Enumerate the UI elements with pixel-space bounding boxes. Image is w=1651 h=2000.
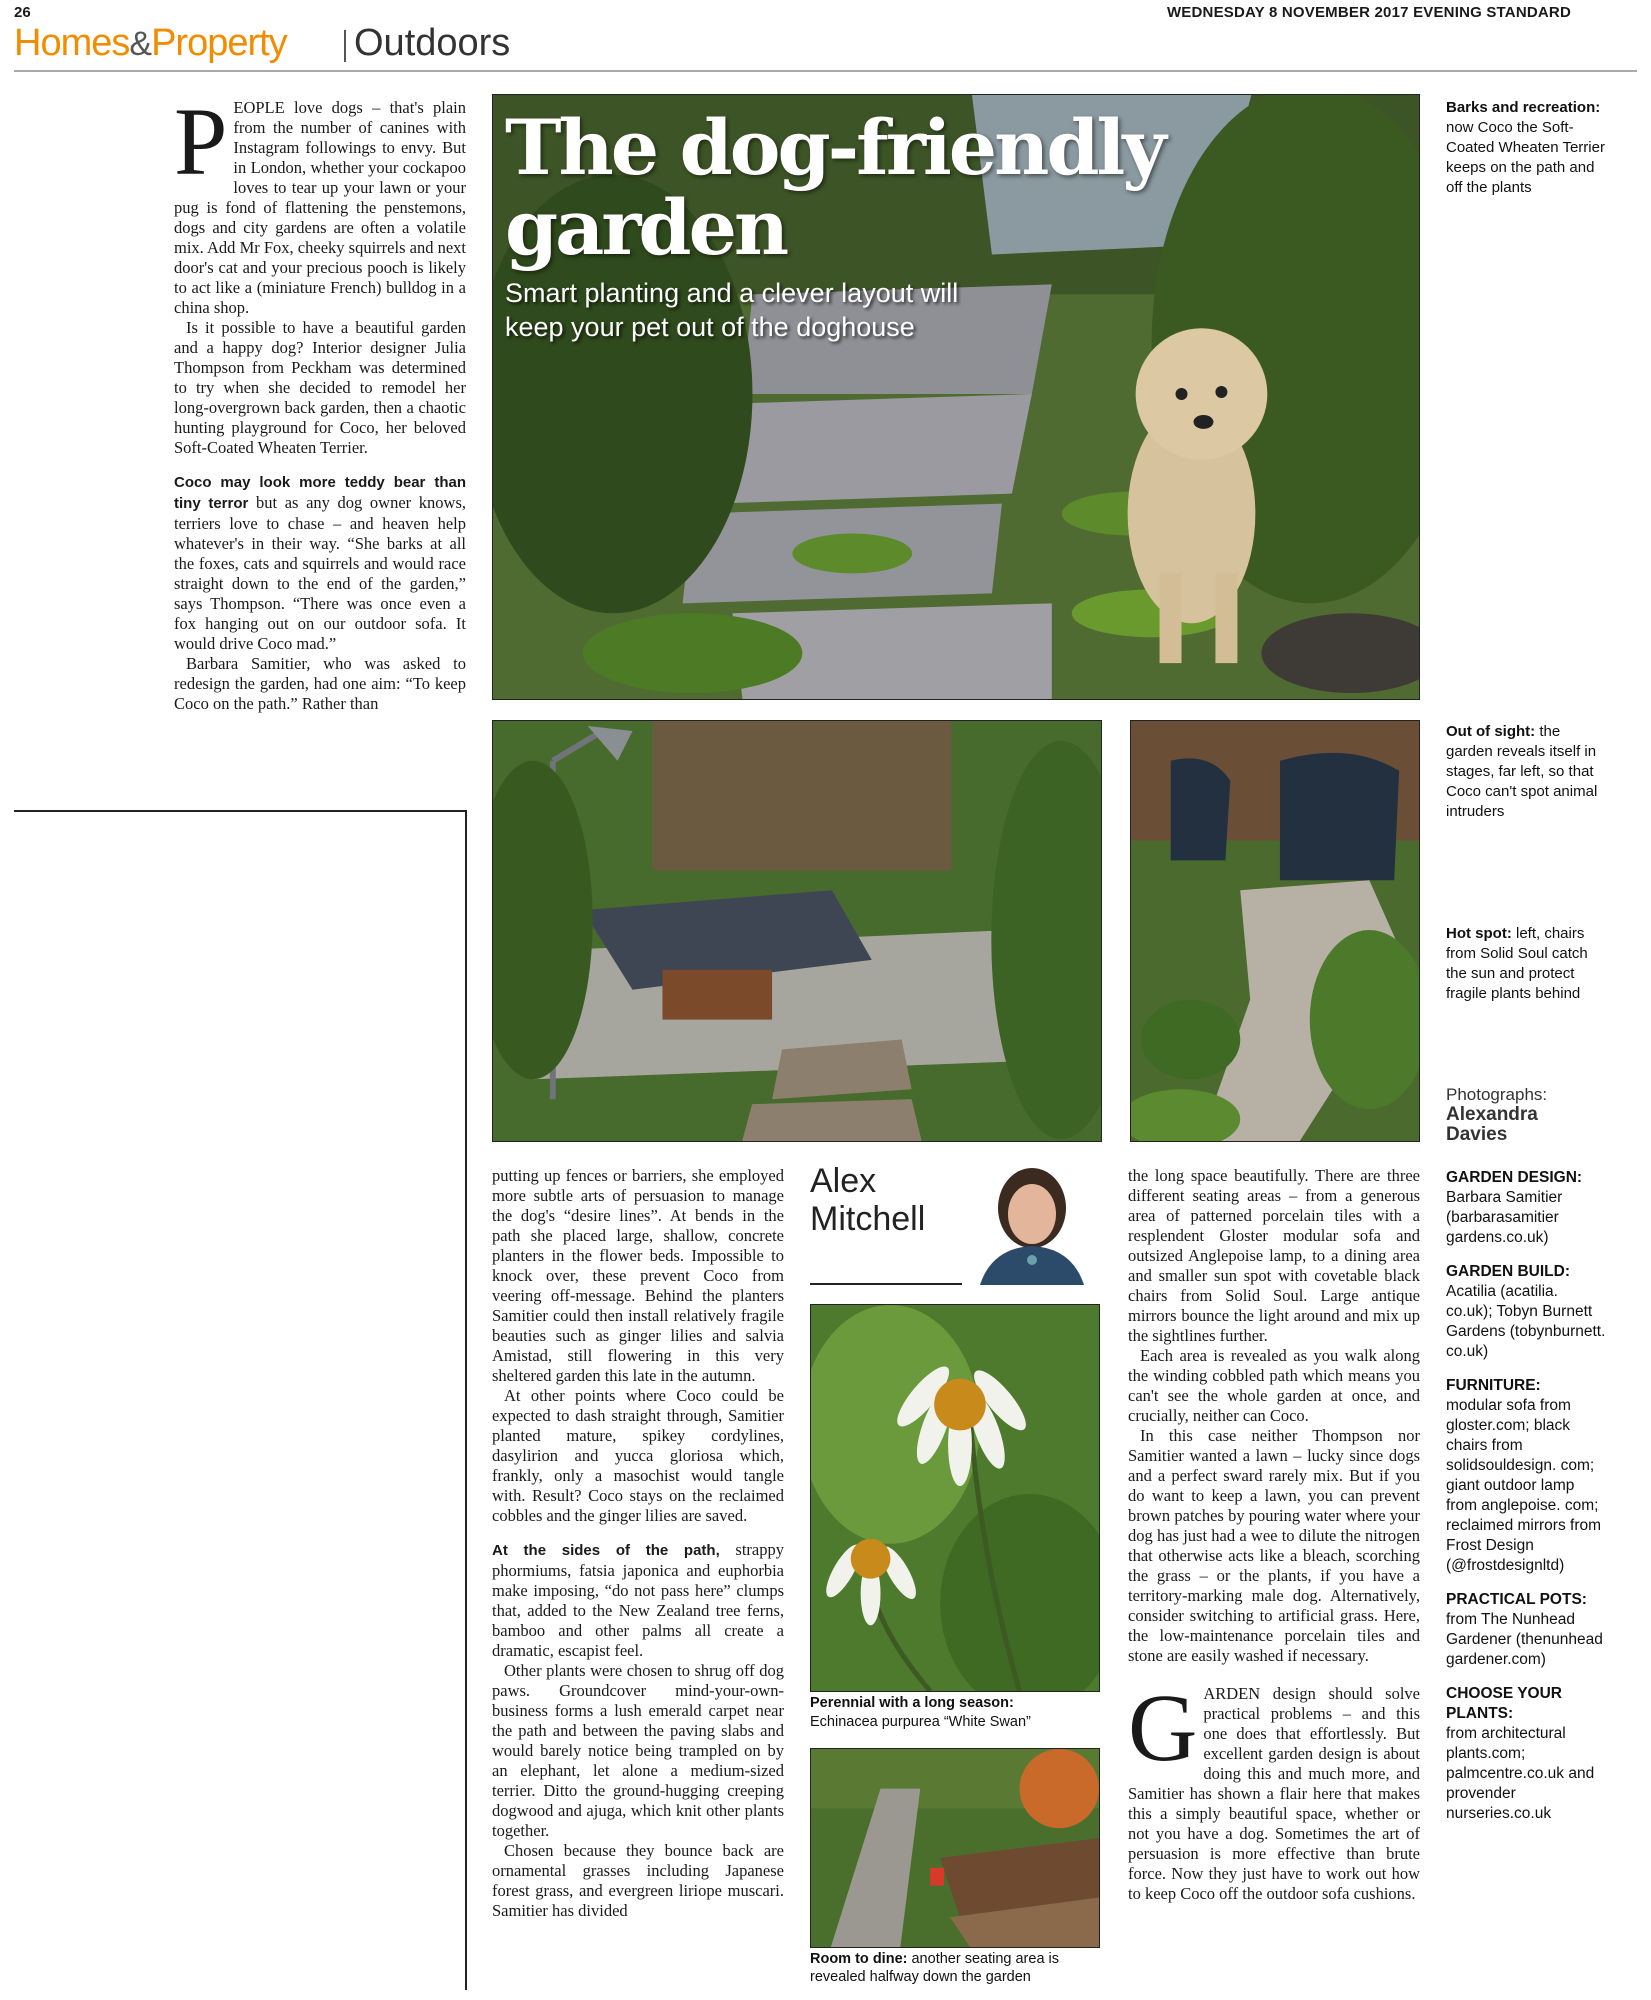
paragraph-text: EOPLE love dogs – that's plain from the number of canines with Instagram followings to envy. But in London, whether your cockapoo loves to tear up your lawn or your pug is fond of flattening the penstemons, dogs and city gardens are often a volatile mix. Add Mr Fox, cheeky squirrels and next door's cat and your precious pooch is likely to act like a (miniature French) bulldog in a china shop. [174, 98, 466, 317]
paragraph-text: but as any dog owner knows, terriers love to chase – and heaven help whatever's in their way. “She barks at all the foxes, cats and squirrels and would race straight down to the end of the garden,” says Thompson. “There was once even a fox hanging out on our outdoor sofa. It would drive Coco mad.” [174, 493, 466, 653]
caption-room-to-dine [810, 1950, 1110, 1986]
sidebar-garden-design [1446, 1168, 1606, 1248]
caption-perennial [810, 1694, 1110, 1732]
caption-perennial-text: Echinacea purpurea “White Swan” [810, 1714, 1031, 1730]
sidebar-text: from architectural plants.com; palmcentre.co.uk and provender nurseries.co.uk [1446, 1725, 1595, 1822]
drop-cap-p: P [174, 88, 228, 195]
sidebar-heading: FURNITURE: [1446, 1377, 1541, 1394]
author-last-name: Mitchell [810, 1200, 926, 1238]
article-column-2 [492, 1166, 784, 1921]
brand-logo [14, 22, 287, 65]
sidebar-heading: GARDEN BUILD: [1446, 1263, 1570, 1280]
paragraph [492, 1540, 784, 1661]
brand-homes: Homes [14, 22, 130, 64]
paragraph: Chosen because they bounce back are ornamental grasses including Japanese forest grass, and evergreen liriope muscari. Samitier has divided [492, 1841, 784, 1920]
sidebar-text: Barbara Samitier (barbarasamitier gardens.co.uk) [1446, 1189, 1563, 1246]
sidebar-garden-build [1446, 1262, 1606, 1362]
author-byline [810, 1160, 1100, 1285]
paragraph-lead: At the sides of the path, [492, 1542, 720, 1559]
sidebar-text: modular sofa from gloster.com; black chairs from solidsouldesign. com; giant outdoor lamp from anglepoise. com; reclaimed mirrors from Frost Design (@frostdesignltd) [1446, 1397, 1602, 1574]
paragraph-text: ARDEN design should solve practical problems – and this one does that effortlessly. But excellent garden design is about doing this and much more, and Samitier has shown a flair here that makes this a simply beautiful space, whether or not you have a dog. Sometimes the art of persuasion is more effective than brute force. Now they just have to work out how to keep Coco off the outdoor sofa cushions. [1128, 1684, 1420, 1903]
photo-dining-area [810, 1748, 1100, 1948]
section-divider [344, 30, 346, 62]
brand-amp: & [129, 25, 152, 63]
caption-out-of-sight-heading: Out of sight: [1446, 723, 1536, 740]
section-header [14, 22, 1637, 72]
caption-hot-spot-heading: Hot spot: [1446, 925, 1512, 942]
caption-barks-text: now Coco the Soft-Coated Wheaten Terrier keeps on the path and off the plants [1446, 119, 1605, 196]
echinacea-photo-art [811, 1305, 1099, 1691]
sidebar-text: from The Nunhead Gardener (thenunhead gardener.com) [1446, 1611, 1603, 1668]
sidebar-practical-pots [1446, 1590, 1606, 1670]
chairs-photo-art [1131, 721, 1419, 1141]
paragraph: In this case neither Thompson nor Samitier wanted a lawn – lucky since dogs and a perfect sward rarely mix. But if you do want to keep a lawn, you can prevent brown patches by pouring water where your dog has just had a wee to dilute the nitrogen that otherwise acts like a bleach, scorching the grass – or the plants, if you have a territory-marking male dog. Alternatively, consider switching to artificial grass. Here, the low-maintenance porcelain tiles and stone are easily washed if necessary. [1128, 1426, 1420, 1665]
caption-perennial-heading: Perennial with a long season: [810, 1695, 1014, 1711]
paragraph [1128, 1674, 1420, 1904]
paragraph: At other points where Coco could be expected to dash straight through, Samitier planted mature, spikey cordylines, dasylirion and yucca gloriosa which, frankly, only a masochist would tangle with. Result? Coco stays on the reclaimed cobbles and the ginger lilies are saved. [492, 1386, 784, 1525]
paragraph-lead: Coco may look more teddy bear than tiny terror [174, 474, 466, 512]
caption-dine-heading: Room to dine: [810, 1951, 908, 1967]
paragraph: Barbara Samitier, who was asked to redesign the garden, had one aim: “To keep Coco on the path.” Rather than [174, 654, 466, 713]
standfirst-line-2: keep your pet out of the doghouse [505, 312, 915, 342]
photo-credit-label: Photographs: [1446, 1085, 1548, 1104]
sidebar-choose-plants [1446, 1684, 1606, 1824]
page-number: 26 [14, 4, 31, 21]
column-rule-vertical [465, 810, 467, 1990]
headline [505, 103, 1165, 272]
photo-black-chairs-cobbled-path [1130, 720, 1420, 1142]
date-text: WEDNESDAY 8 NOVEMBER 2017 [1166, 4, 1409, 21]
section-name: Outdoors [354, 22, 511, 64]
sofa-photo-art [493, 721, 1101, 1141]
sidebar-heading: GARDEN DESIGN: [1446, 1169, 1583, 1186]
paper-name: EVENING STANDARD [1413, 4, 1571, 21]
caption-barks-heading: Barks and recreation: [1446, 99, 1601, 116]
author-portrait [962, 1160, 1100, 1285]
sidebar-details [1446, 1168, 1606, 1824]
author-first-name: Alex [810, 1162, 877, 1200]
column-rule-horizontal [14, 810, 467, 812]
dining-photo-art [811, 1749, 1099, 1947]
caption-barks [1446, 98, 1606, 198]
caption-out-of-sight [1446, 722, 1606, 822]
sidebar-text: Acatilia (acatilia. co.uk); Tobyn Burnett Gardens (tobynburnett. co.uk) [1446, 1283, 1606, 1360]
photo-credit-name-1: Alexandra [1446, 1104, 1538, 1125]
brand-property: Property [151, 22, 287, 64]
article-column-1 [174, 88, 466, 714]
sidebar-heading: PRACTICAL POTS: [1446, 1591, 1587, 1608]
photo-credit-name-2: Davies [1446, 1124, 1508, 1145]
headline-line-2: garden [505, 183, 787, 272]
photo-sofa-seating-area [492, 720, 1102, 1142]
page-header [14, 4, 1637, 24]
article-column-3 [1128, 1166, 1420, 1904]
photo-echinacea-flowers [810, 1304, 1100, 1692]
caption-hot-spot-text: left, chairs from Solid Soul catch the sun and protect fragile plants behind [1446, 925, 1588, 1002]
paragraph: the long space beautifully. There are three different seating areas – from a generous area of patterned porcelain tiles with a resplendent Gloster modular sofa and outsized Anglepoise lamp, to a dining area and smaller sun spot with covetable black chairs from Solid Soul. Large antique mirrors bounce the light around and mix up the sightlines further. [1128, 1166, 1420, 1345]
paragraph [174, 472, 466, 654]
paragraph-text: strappy phormiums, fatsia japonica and euphorbia make imposing, “do not pass here” clumps that, added to the New Zealand tree ferns, bamboo and other palms all create a dramatic, escapist feel. [492, 1540, 784, 1660]
standfirst-line-1: Smart planting and a clever layout will [505, 278, 959, 308]
sidebar-heading: CHOOSE YOUR PLANTS: [1446, 1685, 1562, 1722]
caption-dine-text: another seating area is revealed halfway down the garden [810, 1951, 1060, 1985]
headline-line-1: The dog-friendly [505, 103, 1164, 192]
caption-out-of-sight-text: the garden reveals itself in stages, far left, so that Coco can't spot animal intruders [1446, 723, 1598, 820]
standfirst [505, 276, 1025, 344]
author-name [810, 1162, 925, 1238]
caption-hot-spot [1446, 924, 1606, 1004]
drop-cap-g: G [1128, 1674, 1198, 1781]
dateline [1167, 4, 1571, 21]
paragraph: putting up fences or barriers, she employed more subtle arts of persuasion to manage the dog's “desire lines”. At bends in the path she placed large, shallow, concrete planters in the flower beds. Impossible to knock over, these prevent Coco from veering off-message. Behind the planters Samitier could then install relatively fragile beauties such as ginger lilies and salvia Amistad, still flowering in this very sheltered garden this late in the autumn. [492, 1166, 784, 1385]
paragraph [174, 88, 466, 318]
paragraph: Each area is revealed as you walk along the winding cobbled path which means you can't see the whole garden at once, and crucially, neither can Coco. [1128, 1346, 1420, 1425]
sidebar-furniture [1446, 1376, 1606, 1576]
paragraph: Is it possible to have a beautiful garden and a happy dog? Interior designer Julia Thompson from Peckham was determined to try when she decided to remodel her long-overgrown back garden, then a chaotic hunting playground for Coco, her beloved Soft-Coated Wheaten Terrier. [174, 318, 466, 457]
paragraph: Other plants were chosen to shrug off dog paws. Groundcover mind-your-own-business forms a lush emerald carpet near the path and between the paving slabs and would barely notice being trampled on by an elephant, let alone a medium-sized terrier. Ditto the ground-hugging creeping dogwood and ajuga, which knit other plants together. [492, 1661, 784, 1840]
photo-credit [1446, 1085, 1606, 1145]
